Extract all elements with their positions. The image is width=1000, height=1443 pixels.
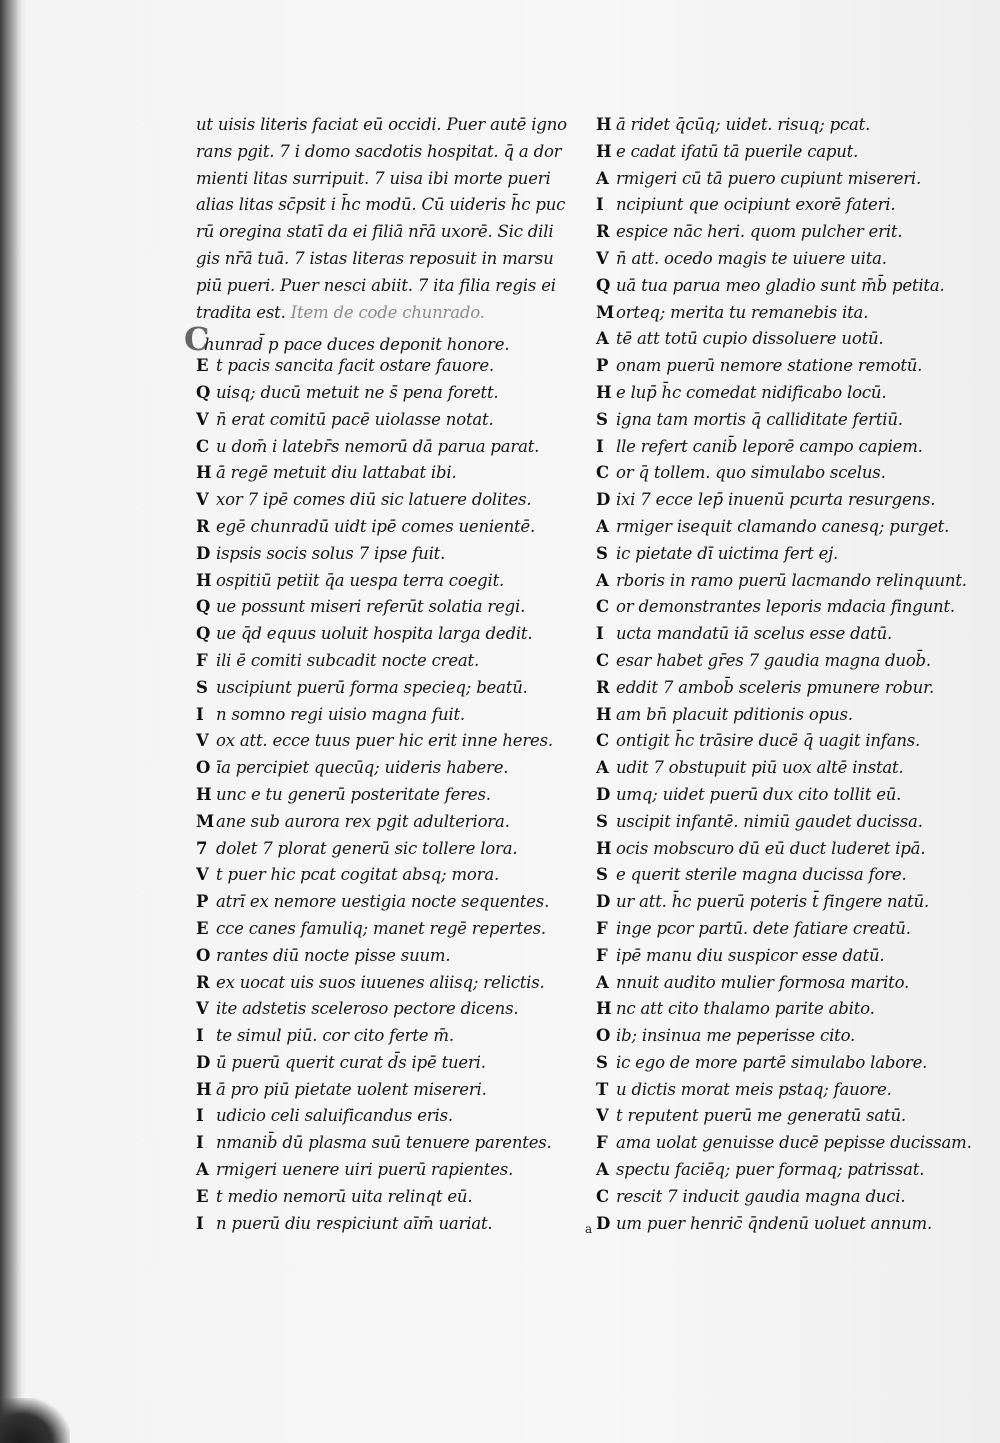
text-line [196, 943, 591, 970]
line-text: uscipiunt puerū forma specieq; beatū. [216, 677, 528, 697]
line-initial: V [196, 409, 209, 429]
line-text: rmigeri uenere uiri puerū rapientes. [216, 1160, 514, 1180]
line-text: e lup̄ h̄c comedat nidificabo locū. [616, 382, 887, 402]
text-line [196, 1157, 591, 1184]
text-line [596, 648, 986, 675]
line-text: n somno regi uisio magna fuit. [216, 704, 465, 724]
line-initial: O [196, 758, 211, 778]
line-initial: F [196, 650, 208, 670]
line-text: ā pro piū pietate uolent misereri. [216, 1079, 487, 1099]
line-text: n̄ att. ocedo magis te uiuere uita. [616, 248, 887, 268]
line-text: u dom̄ i latebr̄s nemorū dā parua parat. [216, 436, 540, 456]
line-text: ospitiū petiit q̄a uespa terra coegit. [216, 570, 505, 590]
line-text: rans pgit. 7 i domo sacdotis hospitat. q̄ a dor [196, 141, 562, 161]
text-line [596, 1211, 986, 1238]
line-text: ixi 7 ecce lep̄ inuenū pcurta resurgens. [616, 490, 936, 510]
line-initial: H [596, 382, 612, 402]
line-text: eddit 7 ambob̄ sceleris pmunere robur. [616, 677, 935, 697]
line-initial: A [596, 972, 609, 992]
line-initial: V [196, 731, 209, 751]
line-text: egē chunradū uidt ipē comes uenientē. [216, 516, 536, 536]
text-line [596, 809, 986, 836]
line-initial: R [196, 972, 210, 992]
line-initial: R [596, 677, 610, 697]
line-text: mienti litas surripuit. 7 uisa ibi morte pueri [196, 168, 551, 188]
margin-mark: a [585, 1222, 593, 1236]
text-line [184, 320, 591, 359]
line-initial: 7 [196, 838, 208, 858]
text-line [596, 996, 986, 1023]
line-text: atrī ex nemore uestigia nocte sequentes. [216, 892, 550, 912]
text-line [596, 353, 986, 380]
line-text: ocis mobscuro dū eū duct luderet ipā. [616, 838, 926, 858]
text-line [196, 353, 591, 380]
text-line [596, 380, 986, 407]
text-line [596, 166, 986, 193]
text-line [196, 1103, 591, 1130]
text-line [596, 782, 986, 809]
line-text: piū pueri. Puer nesci abiit. 7 ita filia regis ei [196, 275, 556, 295]
line-initial: H [196, 463, 212, 483]
line-text: ū puerū querit curat d̄s ipē tueri. [216, 1052, 486, 1072]
line-initial: D [196, 1052, 211, 1072]
corner-blot [0, 1398, 70, 1443]
left-text-column [184, 112, 591, 1237]
text-line [196, 1211, 591, 1238]
line-initial: D [196, 543, 211, 563]
line-initial: H [596, 704, 612, 724]
rubric-text: Item de code chunrado. [285, 302, 485, 322]
line-initial: H [196, 784, 212, 804]
line-initial: S [596, 1052, 608, 1072]
line-text: te simul piū. cor cito ferte m̄. [216, 1026, 454, 1046]
line-text: orteq; merita tu remanebis ita. [616, 302, 869, 322]
line-text: t pacis sancita facit ostare fauore. [216, 356, 494, 376]
line-initial: E [196, 918, 209, 938]
line-initial: P [196, 892, 209, 912]
line-text: espice nāc heri. quom pulcher erit. [616, 222, 903, 242]
line-text: tē att totū cupio dissoluere uotū. [616, 329, 884, 349]
line-initial: S [596, 865, 608, 885]
text-line [596, 487, 986, 514]
text-line [596, 139, 986, 166]
text-line [596, 970, 986, 997]
line-initial: C [184, 320, 210, 359]
line-text: e cadat ifatū tā puerile caput. [616, 141, 859, 161]
line-initial: I [196, 1133, 204, 1153]
line-text: uisq; ducū metuit ne s̄ pena forett. [216, 382, 499, 402]
text-line [596, 273, 986, 300]
line-text: n̄ erat comitū pacē uiolasse notat. [216, 409, 494, 429]
line-text: xor 7 ipē comes diū sic latuere dolites. [216, 490, 532, 510]
line-text: ipē manu diu suspicor esse datū. [616, 945, 885, 965]
text-line [196, 460, 591, 487]
line-initial: Q [196, 624, 211, 644]
text-line [196, 1023, 591, 1050]
text-line [596, 1050, 986, 1077]
line-text: ama uolat genuisse ducē pepisse ducissam. [616, 1133, 972, 1153]
line-initial: H [196, 570, 212, 590]
line-initial: E [196, 356, 209, 376]
text-line [196, 889, 591, 916]
line-initial: C [596, 1186, 609, 1206]
line-text: ur att. h̄c puerū poteris t̄ fingere natū. [616, 892, 930, 912]
line-text: ā ridet q̄cūq; uidet. risuq; pcat. [616, 115, 871, 134]
text-line [196, 970, 591, 997]
right-text-column [596, 112, 986, 1237]
line-initial: E [196, 1186, 209, 1206]
line-initial: H [596, 141, 612, 161]
text-line [196, 1050, 591, 1077]
text-line [596, 300, 986, 327]
line-initial: C [596, 463, 609, 483]
line-initial: D [596, 490, 611, 510]
line-initial: A [596, 329, 609, 349]
text-line [596, 916, 986, 943]
line-text: t reputent puerū me generatū satū. [616, 1106, 906, 1126]
line-initial: M [196, 811, 215, 831]
text-line [596, 943, 986, 970]
line-initial: F [596, 945, 608, 965]
line-text: rū oregina statī da ei filiā nr̄ā uxorē. Sic dili [196, 222, 554, 242]
line-initial: O [196, 945, 211, 965]
line-initial: D [596, 1213, 611, 1233]
line-text: īa percipiet quecūq; uideris habere. [216, 758, 509, 778]
text-line [196, 782, 591, 809]
line-initial: A [596, 516, 609, 536]
text-line [196, 166, 591, 193]
line-text: tradita est. [196, 302, 286, 322]
line-initial: R [596, 222, 610, 242]
text-line [196, 728, 591, 755]
text-line [196, 434, 591, 461]
text-line [196, 219, 591, 246]
line-text: ontigit h̄c trāsire ducē q̄ uagit infans. [616, 731, 921, 751]
line-initial: I [196, 704, 204, 724]
text-line [596, 407, 986, 434]
text-line [596, 1103, 986, 1130]
line-initial: H [196, 1079, 212, 1099]
text-line [196, 862, 591, 889]
line-text: inge pcor partū. dete fatiare creatū. [616, 918, 911, 938]
line-text: alias litas sc̄psit i h̄c modū. Cū uideris h̄c puc [196, 195, 566, 215]
line-initial: S [596, 409, 608, 429]
line-initial: A [596, 1160, 609, 1180]
line-initial: O [596, 1026, 611, 1046]
line-initial: M [596, 302, 615, 322]
line-text: ucta mandatū iā scelus esse datū. [616, 624, 893, 644]
text-line [196, 916, 591, 943]
line-text: or demonstrantes leporis mdacia fingunt. [616, 597, 955, 617]
text-line [596, 192, 986, 219]
text-line [196, 1130, 591, 1157]
text-line [196, 648, 591, 675]
line-text: udicio celi saluificandus eris. [216, 1106, 453, 1126]
line-initial: I [596, 624, 604, 644]
line-initial: I [196, 1026, 204, 1046]
text-line [596, 1157, 986, 1184]
text-line [596, 621, 986, 648]
line-initial: F [596, 1133, 608, 1153]
line-initial: P [596, 356, 609, 376]
line-text: ic pietate dī uictima fert ej. [616, 543, 839, 563]
text-line [196, 836, 591, 863]
line-text: ex uocat uis suos iuuenes aliisq; relictis. [216, 972, 545, 992]
line-initial: S [596, 811, 608, 831]
text-line [196, 755, 591, 782]
line-initial: V [196, 999, 209, 1019]
line-initial: D [596, 784, 611, 804]
line-initial: R [196, 516, 210, 536]
line-text: e querit sterile magna ducissa fore. [616, 865, 907, 885]
line-initial: A [596, 570, 609, 590]
line-text: rboris in ramo puerū lacmando relinquunt. [616, 570, 967, 590]
text-line [196, 192, 591, 219]
text-line [196, 1184, 591, 1211]
line-text: ue q̄d equus uoluit hospita larga dedit. [216, 624, 533, 644]
line-initial: V [196, 865, 209, 885]
line-text: ā regē metuit diu lattabat ibi. [216, 463, 457, 483]
line-text: u dictis morat meis pstaq; fauore. [616, 1079, 892, 1099]
line-initial: V [196, 490, 209, 510]
line-initial: C [596, 731, 609, 751]
line-text: ut uisis literis faciat eū occidi. Puer autē igno [196, 115, 567, 134]
text-line [596, 326, 986, 353]
line-initial: T [596, 1079, 609, 1099]
line-text: rantes diū nocte pisse suum. [216, 945, 451, 965]
text-line [596, 836, 986, 863]
line-initial: V [596, 248, 609, 268]
line-initial: F [596, 918, 608, 938]
line-text: um puer henric̄ q̄ndenū uoluet annum. [616, 1213, 932, 1233]
line-text: ite adstetis sceleroso pectore dicens. [216, 999, 519, 1019]
text-line [196, 273, 591, 300]
line-initial: A [196, 1160, 209, 1180]
line-initial: A [596, 758, 609, 778]
line-text: nc att cito thalamo parite abito. [616, 999, 875, 1019]
text-line [196, 675, 591, 702]
line-text: lle refert canib̄ leporē campo capiem. [616, 436, 923, 456]
text-line [596, 728, 986, 755]
line-initial: I [196, 1106, 204, 1126]
line-text: rmiger isequit clamando canesq; purget. [616, 516, 950, 536]
text-line [596, 862, 986, 889]
line-initial: I [596, 436, 604, 456]
line-text: nmanib̄ dū plasma suū tenuere parentes. [216, 1133, 552, 1153]
text-line [596, 460, 986, 487]
line-text: udit 7 obstupuit piū uox altē instat. [616, 758, 904, 778]
text-line [196, 996, 591, 1023]
line-text: gis nr̄ā tuā. 7 istas literas reposuit in marsu [196, 248, 554, 268]
text-line [196, 246, 591, 273]
line-text: am bn̄ placuit pditionis opus. [616, 704, 853, 724]
line-initial: S [596, 543, 608, 563]
line-text: ili ē comiti subcadit nocte creat. [216, 650, 480, 670]
text-line [596, 702, 986, 729]
text-line [196, 1077, 591, 1104]
line-text: ue possunt miseri referūt solatia regi. [216, 597, 526, 617]
line-text: spectu faciēq; puer formaq; patrissat. [616, 1160, 925, 1180]
line-initial: D [596, 892, 611, 912]
text-line [196, 594, 591, 621]
text-line [596, 755, 986, 782]
line-initial: Q [196, 597, 211, 617]
line-text: cce canes famuliq; manet regē repertes. [216, 918, 546, 938]
text-line [596, 889, 986, 916]
line-text: ncipiunt que ocipiunt exorē fateri. [616, 195, 896, 215]
line-initial: C [596, 650, 609, 670]
line-text: ib; insinua me peperisse cito. [616, 1026, 856, 1046]
text-line [196, 139, 591, 166]
text-line [596, 568, 986, 595]
text-line [196, 112, 591, 139]
line-initial: H [596, 115, 612, 134]
text-line [596, 1184, 986, 1211]
line-text: n puerū diu respiciunt aīm̄ uariat. [216, 1213, 493, 1233]
line-initial: I [196, 1213, 204, 1233]
line-text: ispsis socis solus 7 ipse fuit. [216, 543, 446, 563]
line-text: uā tua parua meo gladio sunt m̄b̄ petita. [616, 275, 945, 295]
line-text: t puer hic pcat cogitat absq; mora. [216, 865, 500, 885]
line-initial: Q [196, 382, 211, 402]
line-initial: A [596, 168, 609, 188]
text-line [596, 434, 986, 461]
text-line [196, 541, 591, 568]
line-text: ox att. ecce tuus puer hic erit inne heres. [216, 731, 553, 751]
text-line [196, 487, 591, 514]
text-line [596, 219, 986, 246]
line-text: nnuit audito mulier formosa marito. [616, 972, 910, 992]
line-initial: C [596, 597, 609, 617]
line-text: rescit 7 inducit gaudia magna duci. [616, 1186, 906, 1206]
text-line [196, 380, 591, 407]
text-line [596, 514, 986, 541]
text-line [196, 407, 591, 434]
line-text: umq; uidet puerū dux cito tollit eū. [616, 784, 902, 804]
text-line [196, 568, 591, 595]
line-text: dolet 7 plorat generū sic tollere lora. [216, 838, 518, 858]
line-text: t medio nemorū uita relinqt eū. [216, 1186, 473, 1206]
line-initial: S [196, 677, 208, 697]
text-line [596, 112, 986, 139]
text-line [596, 246, 986, 273]
text-line [196, 514, 591, 541]
line-text: or q̄ tollem. quo simulabo scelus. [616, 463, 886, 483]
text-line [196, 300, 591, 327]
line-initial: H [596, 838, 612, 858]
line-initial: V [596, 1106, 609, 1126]
line-text: hunrad̄ p pace duces deponit honore. [204, 335, 510, 355]
text-line [196, 702, 591, 729]
text-line [596, 1130, 986, 1157]
text-line [596, 1077, 986, 1104]
line-text: esar habet gr̄es 7 gaudia magna duob̄. [616, 650, 931, 670]
text-line [596, 541, 986, 568]
gutter-shadow [0, 0, 26, 1443]
line-text: uscipit infantē. nimiū gaudet ducissa. [616, 811, 923, 831]
line-text: igna tam mortis q̄ calliditate fertiū. [616, 409, 903, 429]
line-initial: I [596, 195, 604, 215]
line-initial: Q [596, 275, 611, 295]
line-text: onam puerū nemore statione remotū. [616, 356, 923, 376]
text-line [596, 675, 986, 702]
line-text: ane sub aurora rex pgit adulteriora. [216, 811, 510, 831]
text-line [196, 621, 591, 648]
line-initial: H [596, 999, 612, 1019]
line-text: unc e tu generū posteritate feres. [216, 784, 491, 804]
text-line [596, 594, 986, 621]
line-text: rmigeri cū tā puero cupiunt misereri. [616, 168, 922, 188]
text-line [596, 1023, 986, 1050]
text-line [196, 809, 591, 836]
line-initial: C [196, 436, 209, 456]
line-text: ic ego de more partē simulabo labore. [616, 1052, 928, 1072]
